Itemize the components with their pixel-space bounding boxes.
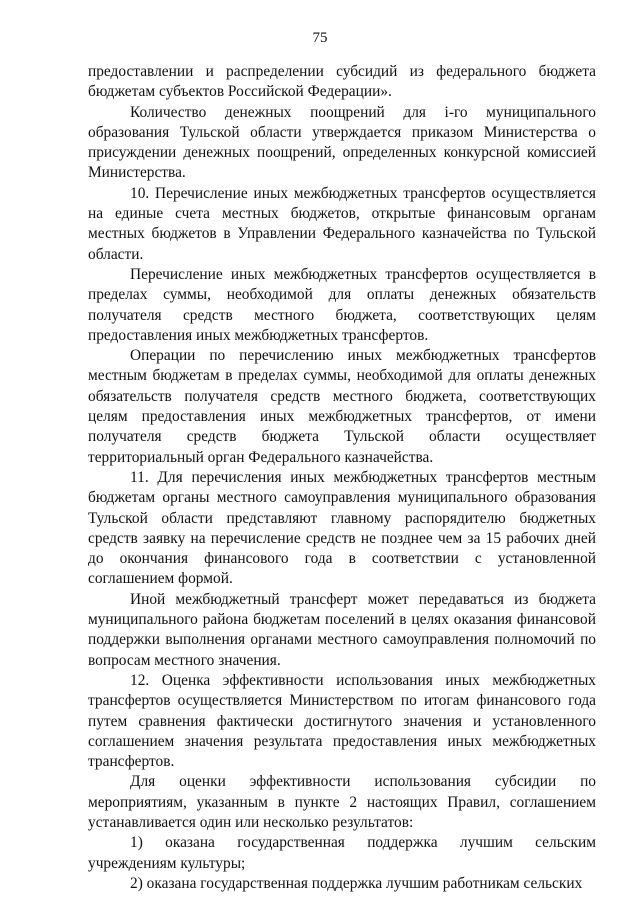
- paragraph: Иной межбюджетный трансферт может передаваться из бюджета муниципального района бюджетам поселений в целях оказания финансовой поддержки выполнения органами местного самоуправления полномочий по вопросам местного значения.: [88, 590, 596, 669]
- paragraph: 11. Для перечисления иных межбюджетных трансфертов местным бюджетам органы местного самоуправления муниципального образования Тульской области представляют главному распорядителю бюджетных средств заявку на перечисление средств не позднее чем за 15 рабочих дней до окончания финансового года в соответствии с установленной соглашением формой.: [88, 468, 596, 588]
- paragraph: Количество денежных поощрений для i-го муниципального образования Тульской области утверждается приказом Министерства о присуждении денежных поощрений, определенных конкурсной комиссией Министерства.: [88, 103, 596, 182]
- paragraph: Операции по перечислению иных межбюджетных трансфертов местным бюджетам в пределах суммы, необходимой для оплаты денежных обязательств получателя средств местного бюджета, соответствующих целям предоставления иных межбюджетных трансфертов, от имени получателя средств бюджета Тульской области осуществляет территориальный орган Федерального казначейства.: [88, 347, 596, 466]
- document-body: [88, 62, 596, 894]
- paragraph: предоставлении и распределении субсидий из федерального бюджета бюджетам субъектов Российской Федерации».: [88, 63, 596, 101]
- paragraph: 10. Перечисление иных межбюджетных трансфертов осуществляется на единые счета местных бюджетов, открытые финансовым органам местных бюджетов в Управлении Федерального казначейства по Тульской области.: [88, 184, 596, 263]
- page-number: 75: [312, 30, 328, 46]
- paragraph: Для оценки эффективности использования субсидии по мероприятиям, указанным в пункте 2 настоящих Правил, соглашением устанавливается один или несколько результатов:: [88, 773, 596, 831]
- list-item: 2) оказана государственная поддержка лучшим работникам сельских: [130, 874, 583, 892]
- paragraph: 12. Оценка эффективности использования иных межбюджетных трансфертов осуществляется Министерством по итогам финансового года путем сравнения фактически достигнутого значения и установленного соглашением значения результата предоставления иных межбюджетных трансфертов.: [88, 671, 596, 771]
- paragraph: Перечисление иных межбюджетных трансфертов осуществляется в пределах суммы, необходимой для оплаты денежных обязательств получателя средств местного бюджета, соответствующих целям предоставления иных межбюджетных трансфертов.: [88, 265, 596, 344]
- list-item: 1) оказана государственная поддержка лучшим сельским учреждениям культуры;: [88, 834, 596, 872]
